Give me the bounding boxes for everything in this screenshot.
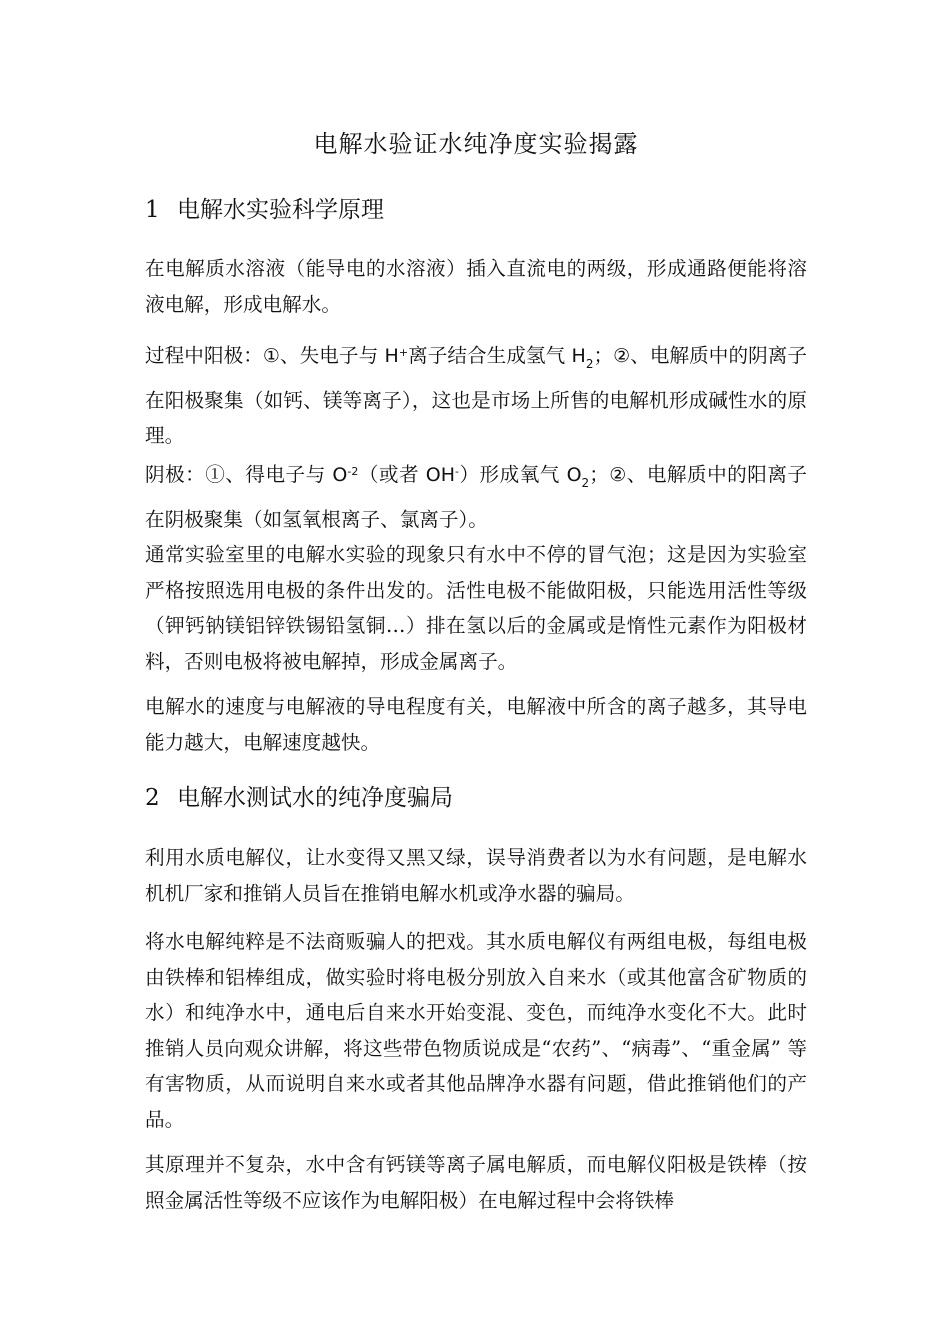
section-1-paragraph-2: 过程中阳极：①、失电子与 H+离子结合生成氢气 $H_2$；②、电解质中的阴离子在阳极聚集（如钙、镁等离子），这也是市场上所售的电解机形成碱性水的原理。 xyxy=(145,344,807,447)
section-1-paragraph-5: 电解水的速度与电解液的导电程度有关，电解液中所含的离子越多，其导电能力越大，电解速度越快。 xyxy=(145,695,807,754)
section-2-heading xyxy=(145,780,453,816)
section-1-paragraph-1: 在电解质水溶液（能导电的水溶液）插入直流电的两级，形成通路便能将溶液电解，形成电解水。 xyxy=(145,257,807,316)
section-1-heading xyxy=(145,192,384,228)
section-1-number: 1 xyxy=(145,197,160,223)
section-2-title: 电解水测试水的纯净度骗局 xyxy=(177,785,453,811)
document-title: 电解水验证水纯净度实验揭露 xyxy=(313,130,639,158)
section-2-paragraph-1: 利用水质电解仪，让水变得又黑又绿，误导消费者以为水有问题，是电解水机机厂家和推销人员旨在推销电解水机或净水器的骗局。 xyxy=(145,846,807,905)
section-2-paragraph-3: 其原理并不复杂，水中含有钙镁等离子属电解质，而电解仪阳极是铁棒（按照金属活性等级不应该作为电解阳极）在电解过程中会将铁棒 xyxy=(145,1153,807,1212)
section-1-title: 电解水实验科学原理 xyxy=(177,197,384,223)
section-2-number: 2 xyxy=(145,785,160,811)
section-2-paragraph-2: 将水电解纯粹是不法商贩骗人的把戏。其水质电解仪有两组电极，每组电极由铁棒和铝棒组成，做实验时将电极分别放入自来水（或其他富含矿物质的水）和纯净水中，通电后自来水开始变混、变色，而纯净水变化不大。此时推销人员向观众讲解，将这些带色物质说成是“农药”、“病毒”、“重金属” 等有害物质，从而说明自来水或者其他品牌净水器有问题，借此推销他们的产品。 xyxy=(145,930,807,1131)
section-1-paragraph-3: 阴极：①、得电子与 $O^{-2}$（或者 OH-）形成氧气 $O_2$；②、电解质中的阳离子在阴极聚集（如氢氧根离子、氯离子）。 xyxy=(145,463,807,531)
section-1-paragraph-4: 通常实验室里的电解水实验的现象只有水中不停的冒气泡；这是因为实验室严格按照选用电极的条件出发的。活性电极不能做阳极，只能选用活性等级（钾钙钠镁铝锌铁锡铅氢铜…）排在氢以后的金属或是惰性元素作为阳极材料，否则电极将被电解掉，形成金属离子。 xyxy=(145,543,807,673)
